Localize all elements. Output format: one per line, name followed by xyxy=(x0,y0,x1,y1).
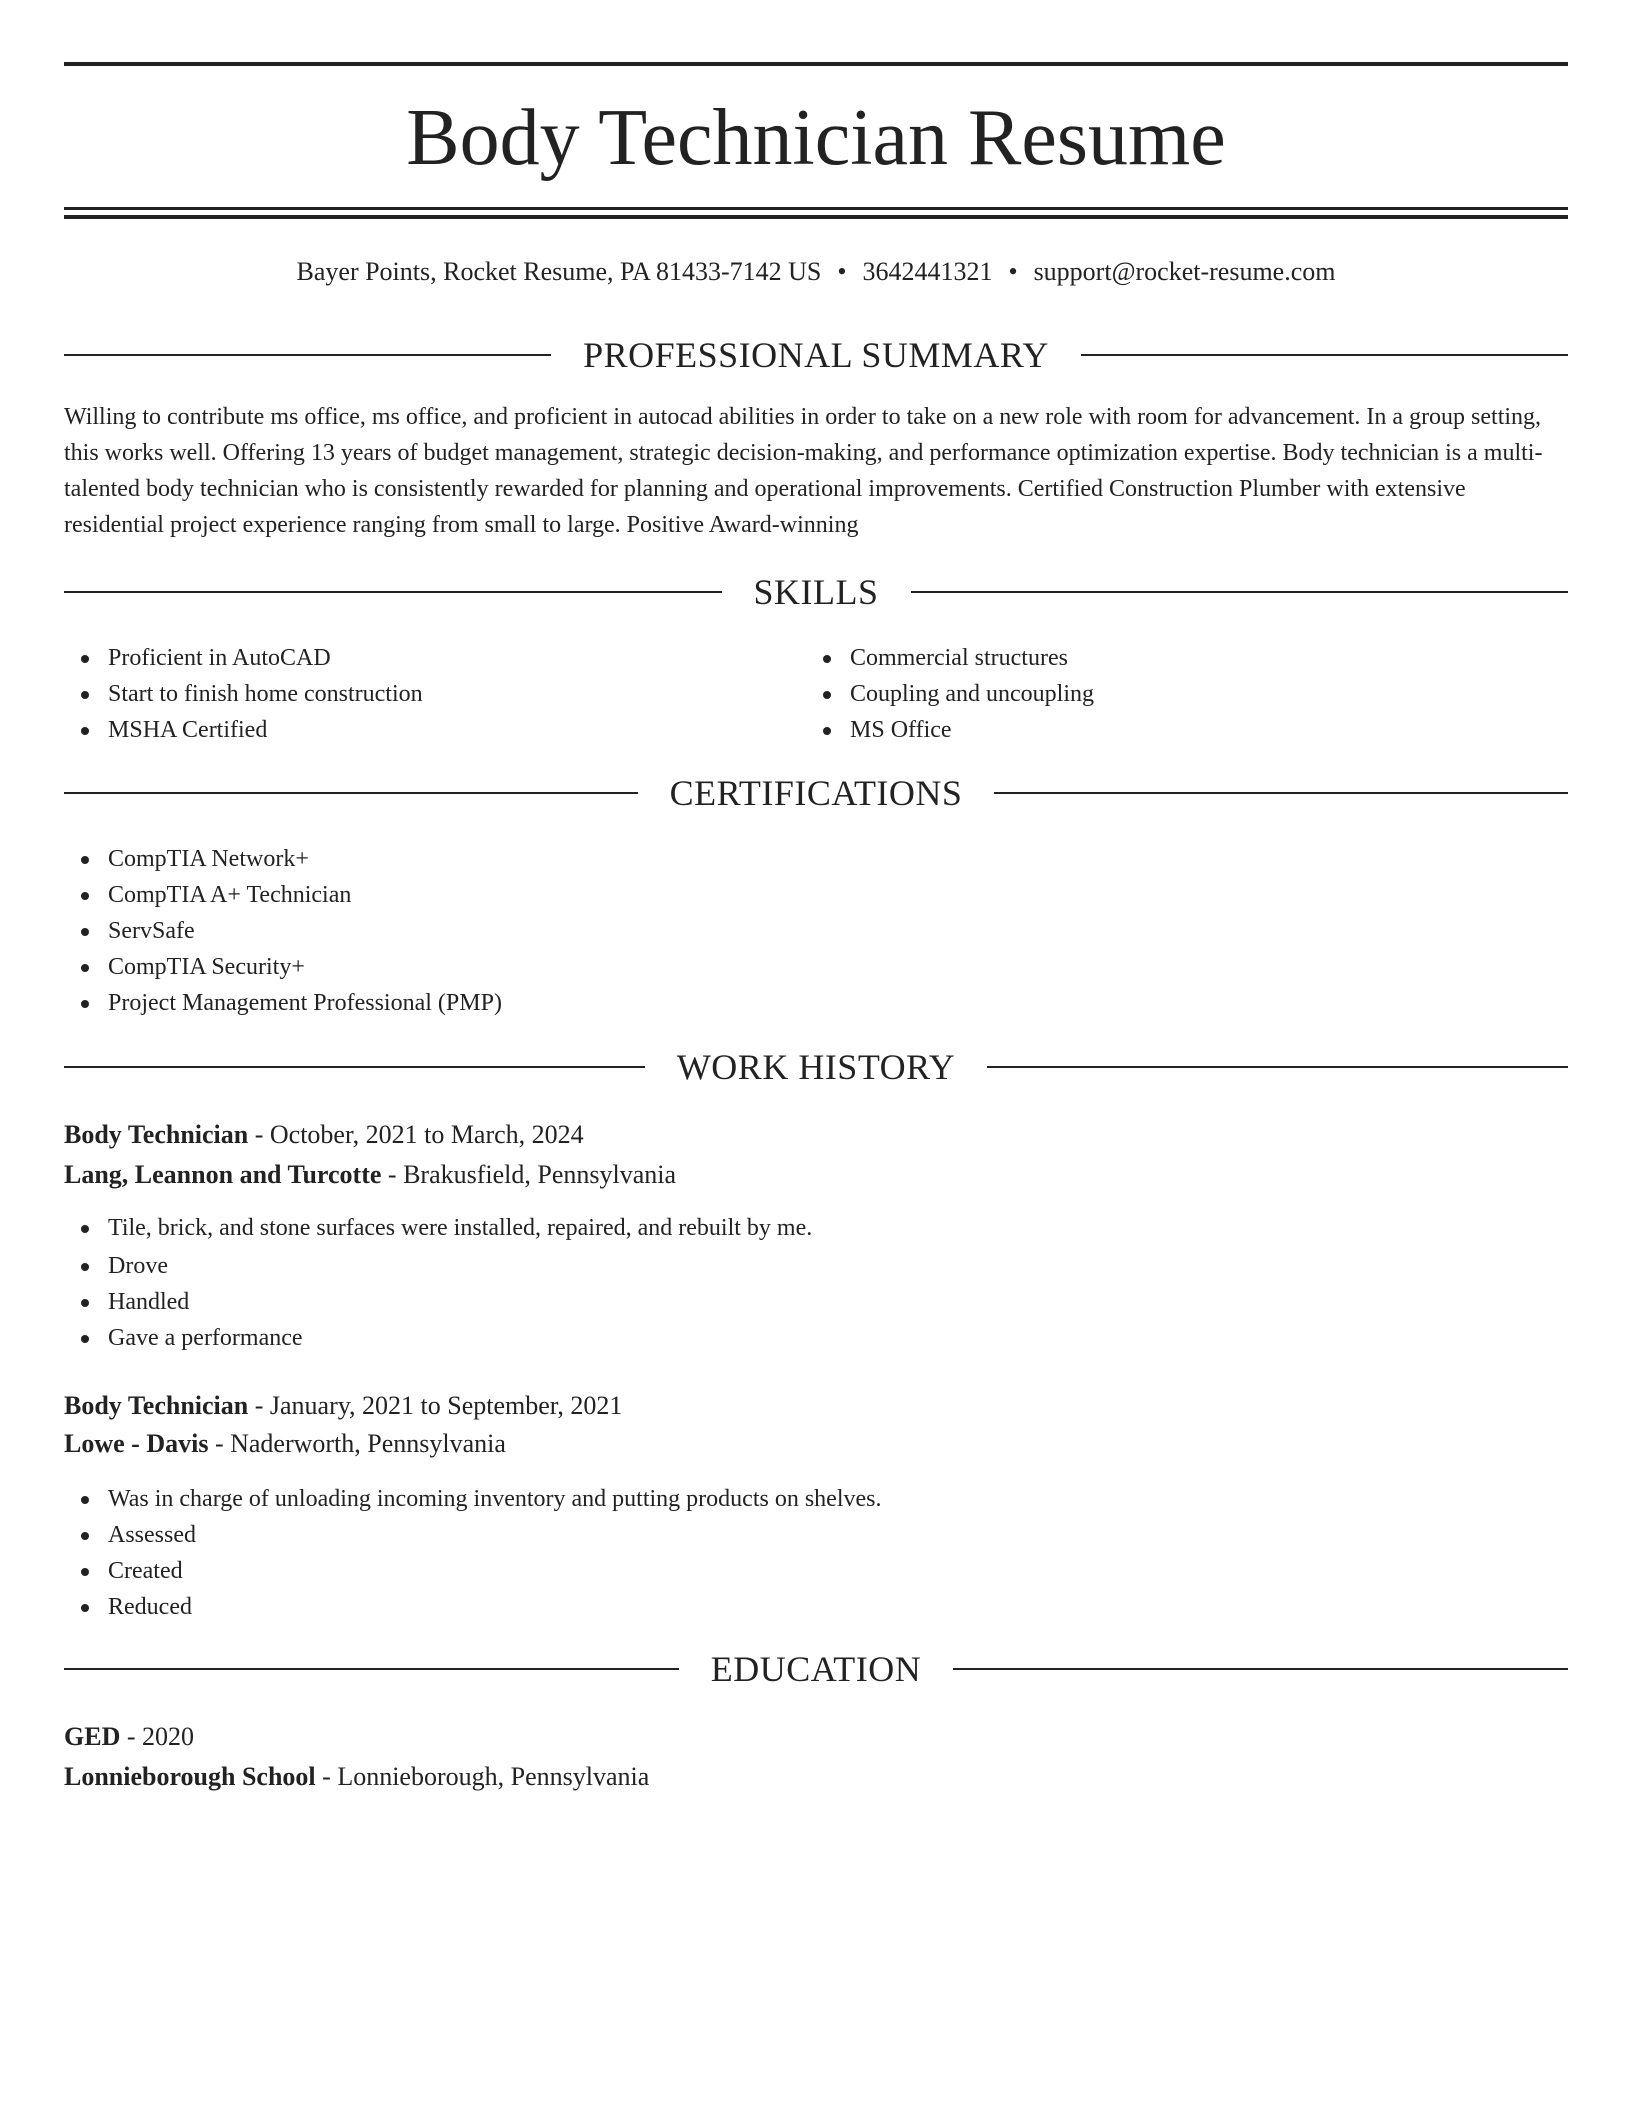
job-location: - Naderworth, Pennsylvania xyxy=(208,1429,506,1458)
job-duty: Tile, brick, and stone surfaces were installed, repaired, and rebuilt by me. xyxy=(64,1210,1568,1246)
job-duties-list xyxy=(64,1481,1568,1625)
job-company: Lang, Leannon and Turcotte xyxy=(64,1160,382,1189)
heading-rule xyxy=(911,591,1569,593)
heading-rule xyxy=(1081,354,1568,356)
section-heading-skills xyxy=(64,570,1568,614)
job-dates: - October, 2021 to March, 2024 xyxy=(248,1120,584,1149)
job-location: - Brakusfield, Pennsylvania xyxy=(381,1160,677,1189)
job-employer-line xyxy=(64,1424,1568,1464)
job-title: Body Technician xyxy=(64,1391,249,1420)
skills-list-left xyxy=(64,640,804,748)
job-duty: Assessed xyxy=(64,1517,1568,1553)
job-title-line xyxy=(64,1115,1568,1155)
education-year: - 2020 xyxy=(120,1722,195,1751)
job-duties-list xyxy=(64,1210,1568,1356)
resume-title: Body Technician Resume xyxy=(406,94,1226,182)
education-location: - Lonnieborough, Pennsylvania xyxy=(315,1762,650,1791)
section-heading-certifications xyxy=(64,771,1568,815)
job-title-line xyxy=(64,1386,1568,1426)
skill-item: MS Office xyxy=(806,712,1546,748)
title-rule-upper xyxy=(64,207,1568,210)
job-duty: Gave a performance xyxy=(64,1320,1568,1356)
contact-phone: 3642441321 xyxy=(862,257,993,286)
certification-item: CompTIA A+ Technician xyxy=(64,877,1568,913)
heading-rule xyxy=(987,1066,1568,1068)
section-title: SKILLS xyxy=(753,572,879,612)
education-school-line xyxy=(64,1757,1568,1797)
skill-item: Commercial structures xyxy=(806,640,1546,676)
skill-item: Start to finish home construction xyxy=(64,676,804,712)
job-duty: Created xyxy=(64,1553,1568,1589)
heading-rule xyxy=(64,1668,679,1670)
skills-list-right xyxy=(806,640,1546,748)
section-heading-summary xyxy=(64,333,1568,377)
job-duty: Drove xyxy=(64,1248,1568,1284)
certification-item: Project Management Professional (PMP) xyxy=(64,985,1568,1021)
job-company: Lowe - Davis xyxy=(64,1429,209,1458)
contact-email: support@rocket-resume.com xyxy=(1033,257,1336,286)
section-title: PROFESSIONAL SUMMARY xyxy=(583,335,1049,375)
heading-rule xyxy=(994,792,1568,794)
job-employer-line xyxy=(64,1155,1568,1195)
education-school: Lonnieborough School xyxy=(64,1762,316,1791)
heading-rule xyxy=(953,1668,1568,1670)
skill-item: MSHA Certified xyxy=(64,712,804,748)
top-rule xyxy=(64,62,1568,66)
skill-item: Proficient in AutoCAD xyxy=(64,640,804,676)
job-duty: Was in charge of unloading incoming inventory and putting products on shelves. xyxy=(64,1481,1568,1517)
section-title: CERTIFICATIONS xyxy=(669,773,963,813)
section-title: WORK HISTORY xyxy=(676,1047,956,1087)
title-rule-lower xyxy=(64,215,1568,219)
contact-address: Bayer Points, Rocket Resume, PA 81433-7142 US xyxy=(296,257,822,286)
certification-item: CompTIA Security+ xyxy=(64,949,1568,985)
section-heading-education xyxy=(64,1647,1568,1691)
section-title: EDUCATION xyxy=(710,1649,922,1689)
contact-separator: • xyxy=(837,257,847,286)
heading-rule xyxy=(64,1066,645,1068)
job-dates: - January, 2021 to September, 2021 xyxy=(248,1391,623,1420)
heading-rule xyxy=(64,354,551,356)
heading-rule xyxy=(64,591,722,593)
heading-rule xyxy=(64,792,638,794)
section-heading-work-history xyxy=(64,1045,1568,1089)
job-title: Body Technician xyxy=(64,1120,249,1149)
contact-separator: • xyxy=(1008,257,1018,286)
job-duty: Reduced xyxy=(64,1589,1568,1625)
education-degree-line xyxy=(64,1717,1568,1757)
certification-item: ServSafe xyxy=(64,913,1568,949)
contact-line xyxy=(64,252,1568,292)
certifications-list xyxy=(64,841,1568,1021)
education-degree: GED xyxy=(64,1722,121,1751)
certification-item: CompTIA Network+ xyxy=(64,841,1568,877)
summary-text: Willing to contribute ms office, ms office, and proficient in autocad abilities in order to take on a new role with room for advancement. In a group setting, this works well. Offering 13 years of budget management, strategic decision-making, and performance optimization expertise. Body technician is a multi-talented body technician who is consistently rewarded for planning and operational improvements. Certified Construction Plumber with extensive residential project experience ranging from small to large. Positive Award-winning xyxy=(64,404,1543,538)
skill-item: Coupling and uncoupling xyxy=(806,676,1546,712)
job-duty: Handled xyxy=(64,1284,1568,1320)
